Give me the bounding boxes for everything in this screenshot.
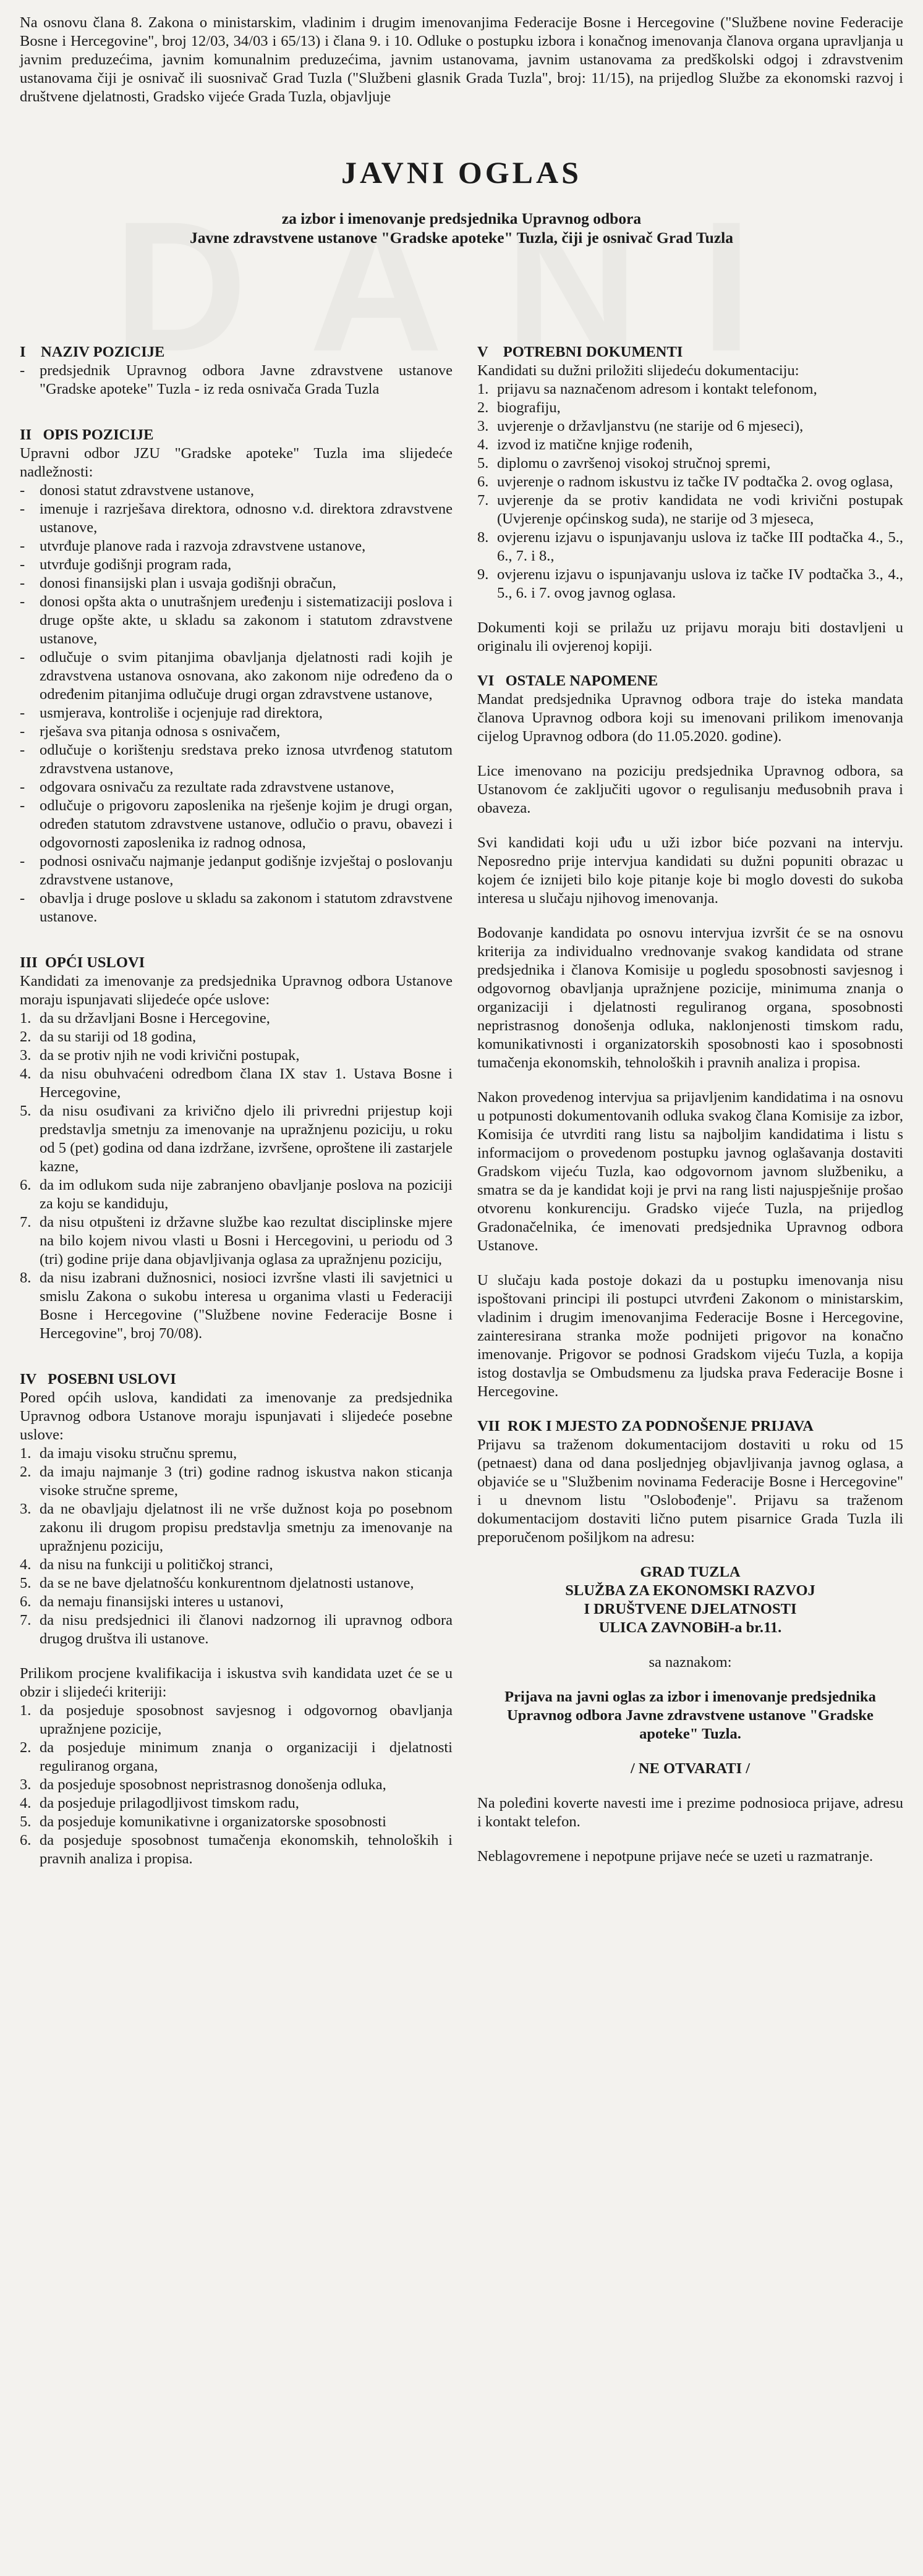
section-heading: IV POSEBNI USLOVI (20, 1371, 176, 1388)
list-text: podnosi osnivaču najmanje jedanput godišnje izvještaj o poslovanju zdravstvene ustanove, (40, 853, 453, 888)
list-text: utvrđuje planove rada i razvoja zdravstvene ustanove, (40, 538, 366, 554)
list-item (20, 537, 453, 556)
list-item (477, 380, 903, 399)
list-text: da im odlukom suda nije zabranjeno obavljanje poslova na poziciji za koju se kandiduju, (40, 1177, 453, 1212)
list-text: rješava sva pitanja odnosa s osnivačem, (40, 723, 281, 740)
list-text: biografiju, (497, 399, 561, 416)
list-marker: 5. (20, 1575, 32, 1591)
list-item (20, 1500, 453, 1556)
list-text: odlučuje o svim pitanjima obavljanja djelatnosti radi kojih je zdravstvena ustanova osnovana, ako zakonom nije određeno da o određenim pitanjima odlučuje drugi organ zdravstvene ustanove, (40, 649, 453, 703)
list-marker: 9. (477, 566, 489, 583)
list-marker: 3. (477, 418, 489, 434)
list-marker: - (20, 797, 25, 814)
list-text: utvrđuje godišnji program rada, (40, 556, 232, 573)
list-item (477, 436, 903, 454)
list-text: da nisu na funkciji u političkoj stranci, (40, 1556, 273, 1573)
list-text: donosi statut zdravstvene ustanove, (40, 482, 255, 499)
list-text: odgovara osnivaču za rezultate rada zdravstvene ustanove, (40, 779, 394, 795)
list-text: uvjerenje o državljanstvu (ne starije od 6 mjeseci), (497, 418, 804, 434)
left-column (20, 343, 453, 1868)
list-item (477, 417, 903, 436)
list-marker: - (20, 779, 25, 795)
list-text: da posjeduje minimum znanja o organizaciji i djelatnosti reguliranog organa, (40, 1739, 453, 1774)
list-marker: 4. (20, 1066, 32, 1082)
final-note: Neblagovremene i nepotpune prijave neće se uzeti u razmatranje. (477, 1848, 874, 1865)
list-marker: - (20, 593, 25, 610)
ad-subtitle-line: Javne zdravstvene ustanove "Gradske apoteke" Tuzla, čiji je osnivač Grad Tuzla (189, 229, 734, 247)
section-heading: II OPIS POZICIJE (20, 426, 154, 443)
section-heading: III OPĆI USLOVI (20, 954, 145, 971)
list-item (20, 556, 453, 574)
note-paragraph: Bodovanje kandidata po osnovu intervjua izvršit će se na osnovu kriterija za individualno vrednovanje svakog kandidata od strane predsjednika i članova Komisije u pogledu sposobnosti savjesnog i odgovornog obavljanja upražnjene pozicije, minimuma znanja o organizaciji i djelatnosti reguliranog organa, sposobnosti nepristrasnog donošenja odluka, naklonjenosti timskom radu, komunikativnosti i organizatorskih sposobnosti kao i sposobnosti tumačenja ekonomskih, tehnoloških i pravnih analiza i propisa. (477, 925, 903, 1071)
criteria-item (20, 1831, 453, 1868)
list-marker: 1. (20, 1445, 32, 1462)
documents-note: Dokumenti koji se prilažu uz prijavu moraju biti dostavljeni u originalu ili ovjerenoj kopiji. (477, 619, 903, 655)
list-text: da imaju visoku stručnu spremu, (40, 1445, 237, 1462)
list-marker: 4. (477, 436, 489, 453)
list-item (20, 1444, 453, 1463)
list-marker: 2. (20, 1028, 32, 1045)
list-marker: - (20, 890, 25, 907)
list-item (20, 797, 453, 852)
list-text: odlučuje o korištenju sredstava preko iznosa utvrđenog statutom zdravstvena ustanove, (40, 742, 453, 777)
address-line: ULICA ZAVNOBiH-a br.11. (598, 1619, 782, 1636)
list-marker: 6. (20, 1593, 32, 1610)
criteria-item (20, 1701, 453, 1739)
list-marker: - (20, 853, 25, 870)
criteria-intro: Prilikom procjene kvalifikacija i iskustva svih kandidata uzet će se u obzir i slijedeći kriteriji: (20, 1665, 453, 1700)
list-marker: - (20, 556, 25, 573)
list-marker: 7. (20, 1612, 32, 1629)
list-marker: 5. (20, 1813, 32, 1830)
documents-list (477, 380, 903, 603)
list-marker: - (20, 705, 25, 721)
list-marker: 3. (20, 1047, 32, 1064)
criteria-item (20, 1794, 453, 1813)
list-text: da nisu obuhvaćeni odredbom člana IX stav 1. Ustava Bosne i Hercegovine, (40, 1066, 453, 1101)
list-text: da su stariji od 18 godina, (40, 1028, 197, 1045)
list-item (20, 1028, 453, 1046)
list-text: predsjednik Upravnog odbora Javne zdravstvene ustanove "Gradske apoteke" Tuzla - iz reda osnivača Grada Tuzla (40, 362, 453, 397)
deadline-paragraph: Prijavu sa traženom dokumentacijom dostaviti u roku od 15 (petnaest) dana od dana posljednjeg objavljivanja javnog oglasa, a objaviće se u "Službenim novinama Federacije Bosne i Hercegovine" i u dnevnom listu "Oslobođenje". Prijavu sa traženom dokumentacijom dostaviti lično putem pisarnice Grada Tuzla ili preporučenom pošiljkom na adresu: (477, 1436, 903, 1546)
list-item (20, 852, 453, 889)
list-item (20, 1065, 453, 1102)
list-item (20, 704, 453, 722)
do-not-open: / NE OTVARATI / (630, 1760, 751, 1777)
list-text: da se ne bave djelatnošću konkurentnom djelatnosti ustanove, (40, 1575, 414, 1591)
list-marker: 8. (20, 1269, 32, 1286)
list-text: da nisu predsjednici ili članovi nadzornog ili upravnog odbora drugog društva ili ustanove. (40, 1612, 453, 1647)
list-marker: 5. (20, 1103, 32, 1119)
address-line: GRAD TUZLA (640, 1564, 741, 1580)
list-marker: - (20, 362, 25, 379)
list-item (20, 778, 453, 797)
envelope-label: Prijava na javni oglas za izbor i imenovanje predsjednika Upravnog odbora Javne zdravstvene ustanove "Gradske apoteke" Tuzla. (504, 1688, 876, 1742)
list-marker: 6. (20, 1177, 32, 1193)
list-item (477, 566, 903, 603)
list-text: donosi opšta akta o unutrašnjem uređenju i sistematizaciji poslova i druge opšte akte, u skladu sa zakonom i statutom zdravstvene ustanove, (40, 593, 453, 647)
section-heading: VI OSTALE NAPOMENE (477, 672, 658, 689)
list-marker: - (20, 482, 25, 499)
criteria-item (20, 1813, 453, 1831)
list-item (477, 491, 903, 528)
list-text: da se protiv njih ne vodi krivični postupak, (40, 1047, 300, 1064)
ad-title: JAVNI OGLAS (341, 155, 582, 190)
list-text: ovjerenu izjavu o ispunjavanju uslova iz tačke IV podtačka 3., 4., 5., 6. i 7. ovog javnog oglasa. (497, 566, 903, 601)
list-marker: 2. (20, 1739, 32, 1756)
list-item (20, 648, 453, 704)
list-item (20, 1176, 453, 1213)
section-heading: VII ROK I MJESTO ZA PODNOŠENJE PRIJAVA (477, 1418, 814, 1434)
list-text: uvjerenje o radnom iskustvu iz tačke IV podtačka 2. ovog oglasa, (497, 473, 893, 490)
special-conditions-list (20, 1444, 453, 1648)
note-paragraph: Lice imenovano na poziciju predsjednika Upravnog odbora, sa Ustanovom će zaključiti ugovor o regulisanju međusobnih prava i obaveza. (477, 763, 903, 816)
intro-paragraph: Na osnovu člana 8. Zakona o ministarskim, vladinim i drugim imenovanjima Federacije Bosne i Hercegovine ("Službene novine Federacije Bosne i Hercegovine", broj 12/03, 34/03 i 65/13) i člana 9. i 10. Odluke o postupku izbora i konačnog imenovanja članova organa upravljanja u javnim preduzećima, javnim komunalnim preduzećima, javnim ustanovama, javnim ustanovama za predškolski odgoj i zdravstvenim ustanovama čiji je osnivač ili suosnivač Grad Tuzla ("Službeni glasnik Grada Tuzla", broj: 11/15), na prijedlog Službe za ekonomski razvoj i društvene djelatnosti, Gradsko vijeće Grada Tuzla, objavljuje (20, 14, 903, 105)
criteria-list (20, 1701, 453, 1868)
list-item (20, 593, 453, 648)
list-item (20, 1556, 453, 1574)
list-marker: 6. (477, 473, 489, 490)
notes-paragraphs (477, 690, 903, 1401)
list-text: da nisu osuđivani za krivično djelo ili privredni prijestup koji predstavlja smetnju za imenovanje na upražnjenu poziciju, u roku od 5 (pet) godina od dana izdržane, izvršene, oproštene ili zastarjele kazne, (40, 1103, 453, 1175)
list-marker: - (20, 538, 25, 554)
with-note: sa naznakom: (649, 1654, 732, 1671)
list-item (20, 1593, 453, 1611)
list-item (20, 500, 453, 537)
list-marker: 1. (477, 381, 489, 397)
list-marker: - (20, 723, 25, 740)
list-text: diplomu o završenoj visokoj stručnoj spremi, (497, 455, 771, 472)
list-marker: 6. (20, 1832, 32, 1849)
section-intro: Upravni odbor JZU "Gradske apoteke" Tuzla ima slijedeće nadležnosti: (20, 445, 453, 480)
list-marker: 1. (20, 1702, 32, 1719)
list-item (20, 1102, 453, 1176)
list-text: imenuje i razrješava direktora, odnosno v.d. direktora zdravstvene ustanove, (40, 501, 453, 536)
list-text: da nisu otpušteni iz državne službe kao rezultat disciplinske mjere na bilo kojem nivou vlasti u Bosni i Hercegovini, u periodu od 3 (tri) godine prije dana objavljivanja oglasa za upražnjenu poziciju, (40, 1214, 453, 1268)
list-text: da nisu izabrani dužnosnici, nosioci izvršne vlasti ili savjetnici u smislu Zakona o sukobu interesa u organima vlasti u Federaciji Bosne i Hercegovine ("Službene novine Federacije Bosne i Hercegovine", broj 70/08). (40, 1269, 453, 1342)
list-item (20, 362, 453, 399)
list-marker: 7. (20, 1214, 32, 1231)
list-marker: 2. (20, 1464, 32, 1480)
list-text: ovjerenu izjavu o ispunjavanju uslova iz tačke III podtačka 4., 5., 6., 7. i 8., (497, 529, 903, 564)
note-paragraph: Nakon provedenog intervjua sa prijavljenim kandidatima i na osnovu u potpunosti dokumentovanih odluka svakog člana Komisije za izbor, Komisija će utvrditi rang listu sa najboljim kandidatima i listu s informacijom o provedenom postupku javnog oglašavanja dostaviti Gradskom vijeću Tuzla, kao odgovornom javnom službeniku, a smatra se da je kandidat koji je prvi na rang listi najuspješnije prošao otvorenu konkurenciju. Gradsko vijeće Tuzla, na prijedlog Gradonačelnika, će imenovati predsjednika Upravnog odbora Ustanove. (477, 1089, 903, 1254)
list-marker: 8. (477, 529, 489, 546)
list-marker: - (20, 649, 25, 666)
section-intro: Pored općih uslova, kandidati za imenovanje za predsjednika Upravnog odbora Ustanove moraju ispunjavati i slijedeće posebne uslove: (20, 1389, 453, 1443)
list-marker: 2. (477, 399, 489, 416)
list-marker: - (20, 501, 25, 517)
list-marker: 5. (477, 455, 489, 472)
list-text: uvjerenje da se protiv kandidata ne vodi krivični postupak (Uvjerenje općinskog suda), ne starije od 3 mjeseca, (497, 492, 903, 527)
list-item (20, 1046, 453, 1065)
position-list (20, 362, 453, 399)
list-text: da nemaju finansijski interes u ustanovi, (40, 1593, 284, 1610)
note-paragraph: Svi kandidati koji uđu u uži izbor biće pozvani na intervju. Neposredno prije intervjua kandidati su dužni popuniti obrazac u kojem će iznijeti bilo koje pitanje koje bi moglo dovesti do sukoba interesa u slučaju njihovog imenovanja. (477, 834, 903, 907)
list-item (20, 1463, 453, 1500)
list-marker: 1. (20, 1010, 32, 1027)
general-conditions-list (20, 1009, 453, 1343)
list-text: da posjeduje sposobnost nepristrasnog donošenja odluka, (40, 1776, 386, 1793)
criteria-item (20, 1739, 453, 1776)
list-text: da imaju najmanje 3 (tri) godine radnog iskustva nakon sticanja visoke stručne spreme, (40, 1464, 453, 1499)
list-item (20, 481, 453, 500)
list-text: da posjeduje sposobnost tumačenja ekonomskih, tehnoloških i pravnih analiza i propisa. (40, 1832, 453, 1867)
note-paragraph: Mandat predsjednika Upravnog odbora traje do isteka mandata članova Upravnog odbora koji su imenovani prilikom imenovanja cijelog Upravnog odbora (do 11.05.2020. godine). (477, 691, 903, 745)
list-item (20, 1611, 453, 1648)
list-marker: - (20, 575, 25, 591)
list-item (477, 399, 903, 417)
list-marker: 4. (20, 1795, 32, 1811)
list-text: da posjeduje prilagodljivost timskom radu, (40, 1795, 299, 1811)
list-item (20, 1574, 453, 1593)
duties-list (20, 481, 453, 926)
list-text: izvod iz matične knjige rođenih, (497, 436, 693, 453)
list-item (20, 889, 453, 926)
list-marker: 3. (20, 1501, 32, 1517)
section-intro: Kandidati za imenovanje za predsjednika Upravnog odbora Ustanove moraju ispunjavati slijedeće opće uslove: (20, 973, 453, 1008)
list-text: da posjeduje sposobnost savjesnog i odgovornog obavljanja upražnjene pozicije, (40, 1702, 453, 1737)
list-item (20, 1213, 453, 1269)
list-text: odlučuje o prigovoru zaposlenika na rješenje kojim je drugi organ, određen statutom zdravstvene ustanove, odlučio o pravu, obavezi i odgovornosti zaposlenika iz radnog odnosa, (40, 797, 453, 851)
note-paragraph: U slučaju kada postoje dokazi da u postupku imenovanja nisu ispoštovani principi ili postupci utvrđeni Zakonom o ministarskim, vladinim i drugim imenovanjima Federacije Bosne i Hercegovine, zainteresirana stranka može podnijeti prigovor na konačno imenovanje. Prigovor se podnosi Gradskom vijeću Tuzla, a kopija istog dostavlja se Ombudsmenu za ljudska prava Federacije Bosne i Hercegovine. (477, 1272, 903, 1400)
section-heading: V POTREBNI DOKUMENTI (477, 344, 683, 360)
right-column (477, 343, 903, 1866)
list-text: donosi finansijski plan i usvaja godišnji obračun, (40, 575, 336, 591)
section-heading: I NAZIV POZICIJE (20, 344, 165, 360)
list-text: da ne obavljaju djelatnost ili ne vrše dužnost koja po posebnom zakonu ili drugom propisu predstavlja smetnju za imenovanje na upražnjenu poziciju, (40, 1501, 453, 1554)
criteria-item (20, 1776, 453, 1794)
list-item (20, 741, 453, 778)
list-text: prijavu sa naznačenom adresom i kontakt telefonom, (497, 381, 817, 397)
two-column-body (20, 343, 903, 2576)
address-line: I DRUŠTVENE DJELATNOSTI (584, 1601, 797, 1617)
list-item (20, 722, 453, 741)
back-note: Na poleđini koverte navesti ime i prezime podnosioca prijave, adresu i kontakt telefon. (477, 1795, 903, 1830)
list-text: da su državljani Bosne i Hercegovine, (40, 1010, 270, 1027)
list-marker: - (20, 742, 25, 758)
section-intro: Kandidati su dužni priložiti slijedeću dokumentaciju: (477, 362, 799, 379)
list-item (20, 574, 453, 593)
list-item (20, 1269, 453, 1343)
list-marker: 3. (20, 1776, 32, 1793)
list-text: obavlja i druge poslove u skladu sa zakonom i statutom zdravstvene ustanove. (40, 890, 453, 925)
list-item (477, 473, 903, 491)
list-item (20, 1009, 453, 1028)
list-marker: 7. (477, 492, 489, 509)
list-item (477, 528, 903, 566)
list-text: da posjeduje komunikativne i organizatorske sposobnosti (40, 1813, 386, 1830)
list-text: usmjerava, kontroliše i ocjenjuje rad direktora, (40, 705, 323, 721)
list-marker: 4. (20, 1556, 32, 1573)
ad-subtitle-line: za izbor i imenovanje predsjednika Upravnog odbora (281, 210, 642, 227)
address-line: SLUŽBA ZA EKONOMSKI RAZVOJ (565, 1582, 815, 1599)
list-item (477, 454, 903, 473)
